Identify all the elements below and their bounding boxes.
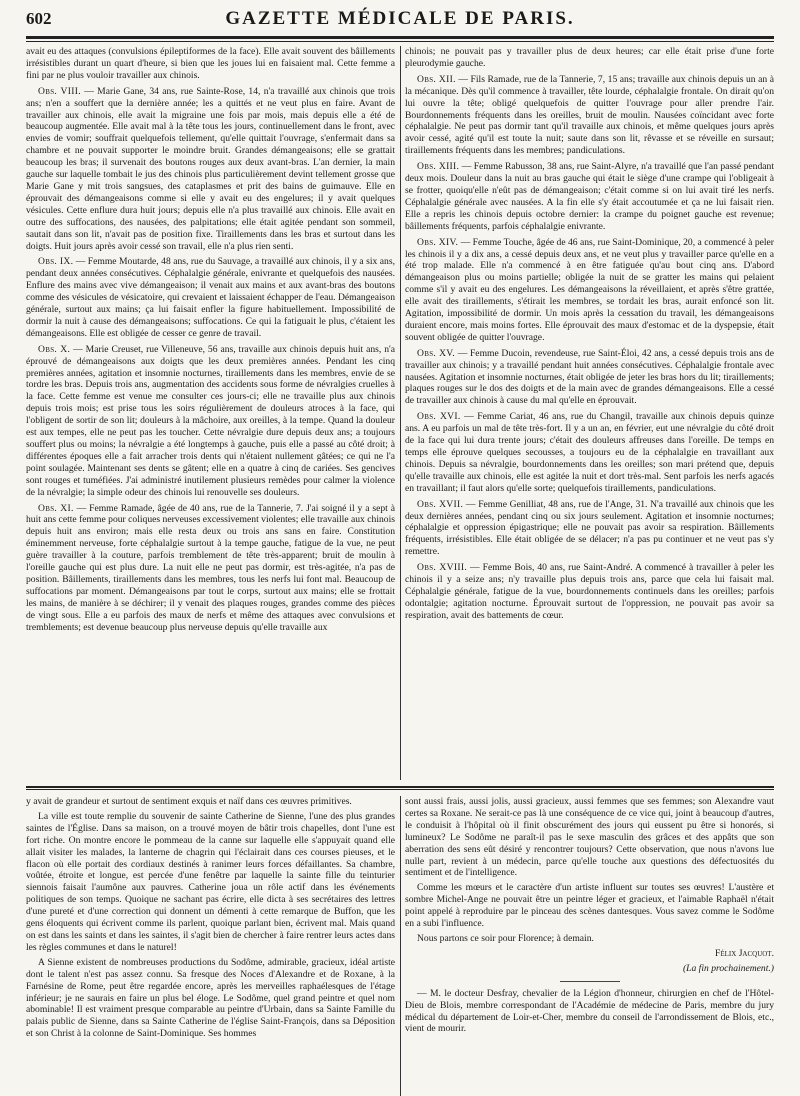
author-signature: Félix Jacquot. <box>715 947 774 959</box>
feuilleton-columns <box>26 796 774 1096</box>
observation-xvi <box>405 411 774 494</box>
observation-xiv <box>405 237 774 344</box>
observation-label: Obs. VIII. <box>38 85 81 97</box>
observation-x <box>26 344 395 499</box>
observation-label: Obs. XVII. <box>417 498 464 510</box>
section-rule <box>26 786 774 790</box>
observation-label: Obs. XIII. <box>417 161 460 173</box>
observation-label: Obs. X. <box>38 343 71 355</box>
obituary-notice: — M. le docteur Desfray, chevalier de la Légion d'honneur, chirurgien en chef de l'Hôtel-Dieu de Blois, membre correspondant de l'Académie de médecine de Paris, membre du jury médical du département de Loir-et-Cher, membre du conseil de l'arrondissement de Blois, etc., vient de mourir. <box>405 987 774 1035</box>
paragraph: chinois; ne pouvait pas y travailler plus de deux heures; car elle était prise d'une forte pleurodymie gauche. <box>405 46 774 69</box>
paragraph: avait eu des attaques (convulsions épileptiformes de la face). Elle avait souvent des bâillements irrésistibles durant un quart d'heure, si bien que les joues lui en faisaient mal. Cette femme a fini par ne plus vouloir travailler aux chinois. <box>26 46 395 81</box>
paragraph: sont aussi frais, aussi jolis, aussi gracieux, aussi femmes que ses femmes; son Alexandre vaut certes sa Roxane. Ne serait-ce pas là une conséquence de ce vice qui, joint à beaucoup d'autres, le conduisit à l'hôpital où il finit obscurément des jours qui eussent pu être si honorés, si lumineux? Le Sodôme ne paraît-il pas le sexe masculin des grâces et des appâts que son aberration des sens eût désiré y rencontrer toujours? Cette observation, que nous n'avons lue nulle part, revient à un médecin, parce qu'elle touche aux questions des défectuosités du sentiment et de l'intelligence. <box>405 796 774 879</box>
observation-xii <box>405 74 774 157</box>
right-column-top <box>405 46 774 780</box>
observation-xiii <box>405 161 774 232</box>
observation-label: Obs. XI. <box>38 502 74 514</box>
observation-xvii <box>405 499 774 559</box>
left-column-bottom <box>26 796 395 1096</box>
observation-text: — Marie Gane, 34 ans, rue Sainte-Rose, 14, n'a travaillé aux chinois que trois ans; n'en a souffert que la dernière année; les a quittés et ne veut plus en faire. Avant de travailler aux chinois, elle avait la migraine une fois par mois, mais depuis elle a été de beaucoup augmentée. Elle avait mal à la tête tous les jours, continuellement dans le front, avec envies de vomir; souffrait quelquefois tellement, qu'elle quittait l'ouvrage, s'enfermait dans sa chambre et ne pouvait supporter le moindre bruit. Grandes démangeaisons; elle se grattait beaucoup les bras; il survenait des boutons rouges aux deux avant-bras. L'an dernier, la main gauche sur laquelle tombait le jus des chinois plus particulièrement devint tellement grosse que Marie Gane y mit trois sangsues, des cataplasmes et prit des bains de guimauve. Elle en éprouvait des démangeaisons comme si elle y avait eu des engelures; il y avait quelques vésicules. Cette enflure dura huit jours; depuis elle n'a plus travaillé aux chinois. Elle avait en outre des suffocations, des nausées, des palpitations; elle était agitée pendant son sommeil, sautait dans son lit, n'avait pas de position fixe. Tiraillements dans les bras et surtout dans les doigts. Huit jours après avoir cessé son travail, elle n'a plus rien senti. <box>26 85 395 252</box>
left-column-top <box>26 46 395 780</box>
observation-text: — Marie Creuset, rue Villeneuve, 56 ans, travaille aux chinois depuis huit ans, n'a éprouvé de démangeaisons aux doigts que les deux premières années. Pendant les cinq premières années, agitation et insomnie nocturnes, tiraillements dans les membres, envie de se tordre les bras. Depuis trois ans, augmentation des accidents sous forme de névralgies cruelles à la face. Cette femme est venue me consulter ces jours-ci; elle ne travaille plus aux chinois depuis trois mois; est prise tous les soirs régulièrement de douleurs atroces à la face, qui l'obligent de sortir de son lit; douleurs à la mâchoire, aux oreilles, à la tempe. Quand la douleur est aux tempes, elle ne peut pas les toucher. Cette névralgie dure depuis deux ans; a toujours souffert plus ou moins; la névralgie a été longtemps à gauche, puis elle a passé au côté droit; à différentes époques elle a fait arracher trois dents qui n'étaient nullement gâtées; ce qui ne l'a point soulagée. Maintenant ses dents se gâtent; elle en a quatre à cinq de cariées. Ses gencives sont rouges et tuméfiées. J'ai administré inutilement plusieurs remèdes pour calmer la violence de la névralgie; la simple odeur des chinois lui renouvelle ses douleurs. <box>26 343 395 498</box>
paragraph: La ville est toute remplie du souvenir de sainte Catherine de Sienne, l'une des plus grandes saintes de l'Église. Dans sa maison, on a trouvé moyen de bâtir trois chapelles, dont l'une est fort riche. On montre encore le pommeau de la canne sur laquelle elle s'appuyait quand elle allait visiter les malades, la lanterne de chagrin qui l'éclairait dans ces courses pieuses, et le flacon où elle portait des cordiaux destinés à ranimer leurs forces défaillantes. Sa chambre, voûtée, étroite et longue, est percée d'une fenêtre par laquelle la sainte fille du teinturier siennois faisait l'aumône aux pauvres. Catherine joua un rôle actif dans les événements politiques de son temps. Quoique ne sachant pas écrire, elle dicta à ses secrétaires des lettres d'une pureté et d'une correction qui donnent un démenti à cette remarque de Buffon, que les gens éloquents qui écrivent comme ils parlent, quoique parlant bien, écrivent mal. Mais quand on est dans les saints et dans les saintes, il s'agit bien de chercher à faire rentrer leurs actes dans les règles communes et dans le naturel! <box>26 810 395 953</box>
paragraph: A Sienne existent de nombreuses productions du Sodôme, admirable, gracieux, idéal artiste dont le talent n'est pas assez connu. Sa fresque des Noces d'Alexandre et de Roxane, à la Farnésine de Rome, peut être regardée encore, après les merveilles raphaélesques de l'étage inférieur; je ne saurais en faire un plus bel éloge. Le Sodôme, quel grand peintre et quel nom abominable! Il est vraiment presque comparable au peintre d'Urbain, dans sa Sainte Famille du palais public de Sienne, dans sa Sainte Catherine de l'église Saint-François, dans sa Déposition et son Christ à la colonne de Saint-Dominique. Ses hommes <box>26 956 395 1040</box>
paragraph: Nous partons ce soir pour Florence; à demain. <box>417 932 594 944</box>
top-article-columns <box>26 46 774 780</box>
observation-label: Obs. XVIII. <box>417 562 468 574</box>
observation-text: — Femme Touche, âgée de 46 ans, rue Saint-Dominique, 20, a commencé à peler les chinois il y a dix ans, a cessé depuis deux ans, et ne veut plus y travailler parce qu'elle en a été trop malade. Elle n'a commencé à en être fatiguée qu'au bout cinq ans. D'abord démangeaison plus ou moins partielle; obligée la nuit de se gratter les mains qui pelaient comme s'il y avait eu des engelures. Les démangeaisons la réveillaient, et après s'être grattée, elle avait des tiraillements, s'étirait les membres, se tordait les bras, aurait enfoncé son lit. Agitation, impossibilité de dormir. Un mois après la cessation du travail, les démangeaisons duraient encore, mais moins fortes. Elle éprouvait des maux d'estomac et de la dyspepsie, était souvent obligée de quitter l'ouvrage. <box>405 236 774 343</box>
observation-text: — Femme Ramade, âgée de 40 ans, rue de la Tannerie, 7. J'ai soigné il y a sept à huit ans cette femme pour coliques nerveuses excessivement violentes; elle travaille aux chinois depuis huit ans environ; mais elle resta deux ou trois ans sans en faire. Constitution éminemment nerveuse, forte céphalalgie surtout à la tempe gauche, fatigue de la vue, ne peut guère travailler à la couture, parfois tremblement de tête très-apparent; bruit de moulin à l'oreille gauche qui est plus dure. La nuit elle ne peut pas dormir, est très-agitée, n'a pas de position. Bâillements, tiraillements dans les membres, tous les nerfs lui font mal. Beaucoup de suffocations par moment. Démangeaisons par tout le corps, surtout aux mains; elle se frottait les mains, de manière à se déchirer; il y venait des plaques rouges, grandes comme des pièces de vingt sous. Elle a eu parfois des maux de nerfs et même des attaques avec convulsions et tremblements; est devenue beaucoup plus nerveuse depuis qu'elle travaille aux <box>26 502 395 633</box>
observation-text: — Femme Cariat, 46 ans, rue du Changil, travaille aux chinois depuis quinze ans. A eu parfois un mal de tête très-fort. Il y a un an, en février, eut une névralgie du côté droit de la face qui lui dura trente jours; c'était des douleurs affreuses dans l'oreille. De temps en temps elle éprouve quelques secousses, a toujours eu de la céphalalgie en travaillant aux chinois. Depuis sa névralgie, bourdonnements dans les oreilles; son mari prétend que, depuis qu'elle travaille aux chinois, elle est agitée la nuit et dort très-mal. Sent parfois les nerfs agacés en travaillant; il faut alors qu'elle sorte; quelquefois tiraillements, pandiculations. <box>405 411 774 494</box>
separator <box>560 981 620 982</box>
header-rule <box>26 36 774 42</box>
page-number: 602 <box>26 9 52 28</box>
observation-ix <box>26 256 395 339</box>
observation-xviii <box>405 562 774 622</box>
column-divider <box>400 46 401 780</box>
observation-text: — Femme Genilliat, 48 ans, rue de l'Ange, 31. N'a travaillé aux chinois que les deux dernières années, pendant cinq ou six jours seulement. Agitation et insomnie nocturnes; céphalalgie et oppression épigastrique; elle ne pouvait pas avoir sa respiration. Bâillements fréquents, irrésistibles. Elle était obligée de se délacer; n'a pas pu continuer et ne veut pas s'y remettre. <box>405 498 774 558</box>
observation-label: Obs. XIV. <box>417 236 459 248</box>
continuation-note: (La fin prochainement.) <box>682 962 774 974</box>
observation-label: Obs. XV. <box>417 347 455 359</box>
paragraph: y avait de grandeur et surtout de sentiment exquis et naïf dans ces œuvres primitives. <box>26 796 352 807</box>
observation-xv <box>405 348 774 408</box>
observation-label: Obs. XVI. <box>417 411 461 423</box>
right-column-bottom <box>405 796 774 1096</box>
column-divider <box>400 796 401 1096</box>
page-header <box>26 8 774 34</box>
observation-text: — Femme Rabusson, 38 ans, rue Saint-Alyre, n'a travaillé que l'an passé pendant deux mois. Douleur dans la nuit au bras gauche qui était le siège d'une crampe qui l'obligeait à se frotter, quoiqu'elle n'eût pas de démangeaison; c'était comme si on lui avait tiré les nerfs. Céphalalgie générale avec nausées. A la fin elle s'y était accoutumée et ça ne lui faisait rien. Elle a repris les chinois depuis octobre dernier: la crampe du poignet gauche est revenue; bâillements fréquents, parfois céphalalgie enivrante. <box>405 161 774 232</box>
observation-label: Obs. XII. <box>417 73 456 85</box>
observation-text: — Femme Bois, 40 ans, rue Saint-André. A commencé à travailler à peler les chinois il y a seize ans; n'y travaille plus depuis trois ans, parce que cela lui faisait mal. Céphalalgie générale, fatigue de la vue, bourdonnements continuels dans les oreilles; parfois odontalgie; agitation nocturne. Éprouvait surtout de l'oppression, ne pouvait pas avoir sa respiration, avait des battements de cœur. <box>405 562 774 621</box>
paragraph: Comme les mœurs et le caractère d'un artiste influent sur toutes ses œuvres! L'austère et sombre Michel-Ange ne pouvait être un peintre léger et gracieux, et l'aimable Raphaël n'était point appelé à reproduire par le pinceau des scènes dantesques. Vous savez comme le Sodôme en a subi l'influence. <box>405 882 774 930</box>
observation-viii <box>26 86 395 253</box>
observation-text: — Femme Moutarde, 48 ans, rue du Sauvage, a travaillé aux chinois, il y a six ans, pendant deux années consécutives. Céphalalgie générale, enivrante et quelquefois des nausées. Enflure des mains avec vive démangeaison; il venait aux mains et aux avant-bras des boutons comme des vésicules de vésicatoire, qui crevaient et laissaient échapper de l'eau. Démangeaison générale, surtout aux mains; ça lui faisait enfler la figure habituellement. Impossibilité de dormir la nuit à cause des démangeaisons; suffocations. Ce qui la fatiguait le plus, c'étaient les démangeaisons. Elle est obligée de cesser ce genre de travail. <box>26 256 395 339</box>
observation-text: — Fils Ramade, rue de la Tannerie, 7, 15 ans; travaille aux chinois depuis un an à la mécanique. Dès qu'il commence à travailler, tête lourde, céphalalgie frontale. On dirait qu'on lui ouvre la tête; obligé quelquefois de quitter l'ouvrage pour aller prendre l'air. Bourdonnements fréquents dans les oreilles, bruit de moulin. Nausées coïncidant avec forte céphalalgie. Ne peut pas dormir tant qu'il travaille aux chinois, et même quelques jours après avoir cessé, agité qu'il est toute la nuit; saute dans son lit, rêvasse et se réveille en sursaut; tiraillements fréquents dans les membres; pandiculations. <box>405 73 774 157</box>
journal-title: GAZETTE MÉDICALE DE PARIS. <box>225 8 575 29</box>
observation-xi <box>26 503 395 634</box>
observation-label: Obs. IX. <box>38 256 74 268</box>
observation-text: — Femme Ducoin, revendeuse, rue Saint-Éloi, 42 ans, a cessé depuis trois ans de travailler aux chinois; y a travaillé pendant huit années consécutives. Céphalalgie frontale avec nausées. Agitation et insomnie nocturnes, était obligée de jeter les bras hors du lit; tiraillements; plaques rouges sur le dos des doigts et de la main avec de grandes démangeaisons. Elle a cessé de travailler aux chinois à cause du mal qu'elle en éprouvait. <box>405 347 774 407</box>
